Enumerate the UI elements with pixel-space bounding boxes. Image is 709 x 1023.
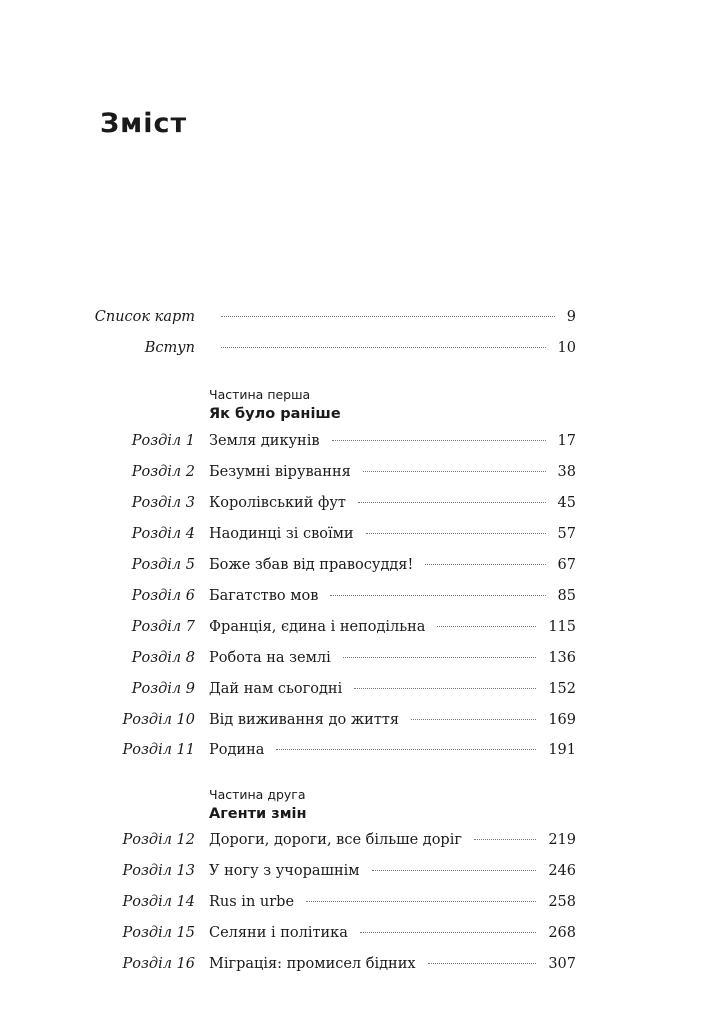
dot-leader xyxy=(437,626,536,627)
toc-label: Список карт xyxy=(94,309,195,325)
toc-label: Розділ 1 xyxy=(131,433,195,449)
toc-page-number: 57 xyxy=(557,526,576,542)
toc-label: Розділ 4 xyxy=(131,526,195,542)
toc-title: Родина xyxy=(209,742,265,758)
part-name: Агенти змін xyxy=(209,806,307,822)
toc-title: Робота на землі xyxy=(209,650,331,666)
toc-entry-maps[interactable] xyxy=(0,306,709,328)
dot-leader xyxy=(411,719,536,720)
toc-entry-intro[interactable] xyxy=(0,337,709,359)
toc-page-number: 307 xyxy=(548,956,576,972)
toc-entry-chapter[interactable] xyxy=(0,554,709,576)
toc-label: Розділ 10 xyxy=(122,712,195,728)
toc-label: Розділ 14 xyxy=(122,894,195,910)
toc-label: Розділ 3 xyxy=(131,495,195,511)
toc-entry-chapter[interactable] xyxy=(0,616,709,638)
dot-leader xyxy=(358,502,546,503)
toc-label: Розділ 12 xyxy=(122,832,195,848)
toc-entry-chapter[interactable] xyxy=(0,492,709,514)
dot-leader xyxy=(343,657,537,658)
toc-title: Міграція: промисел бідних xyxy=(209,956,416,972)
dot-leader xyxy=(372,870,537,871)
part-subtitle: Частина друга xyxy=(209,787,306,802)
toc-entry-chapter[interactable] xyxy=(0,585,709,607)
toc-page-number: 258 xyxy=(548,894,576,910)
toc-entry-chapter[interactable] xyxy=(0,709,709,731)
part-subtitle: Частина перша xyxy=(209,387,311,402)
toc-page-number: 152 xyxy=(548,681,576,697)
toc-entry-chapter[interactable] xyxy=(0,678,709,700)
dot-leader xyxy=(276,749,536,750)
toc-page-number: 169 xyxy=(548,712,576,728)
toc-page-number: 9 xyxy=(566,309,576,325)
part-heading xyxy=(209,787,307,825)
toc-page-number: 136 xyxy=(548,650,576,666)
toc-entry-chapter[interactable] xyxy=(0,739,709,761)
toc-page-number: 191 xyxy=(548,742,576,758)
toc-label: Розділ 7 xyxy=(131,619,195,635)
toc-entry-chapter[interactable] xyxy=(0,430,709,452)
toc-title: У ногу з учорашнім xyxy=(209,863,360,879)
dot-leader xyxy=(306,901,536,902)
dot-leader xyxy=(474,839,536,840)
toc-label: Розділ 6 xyxy=(131,588,195,604)
dot-leader xyxy=(360,932,536,933)
toc-page-number: 246 xyxy=(548,863,576,879)
toc-title: Дороги, дороги, все більше доріг xyxy=(209,832,462,848)
toc-title: Наодинці зі своїми xyxy=(209,526,354,542)
toc-label: Розділ 2 xyxy=(131,464,195,480)
toc-title: Від виживання до життя xyxy=(209,712,400,728)
toc-label: Розділ 11 xyxy=(122,742,195,758)
toc-title: Безумні вірування xyxy=(209,464,351,480)
toc-page-number: 17 xyxy=(557,433,576,449)
part-heading xyxy=(209,387,341,425)
toc-entry-chapter[interactable] xyxy=(0,860,709,882)
dot-leader xyxy=(221,347,546,348)
dot-leader xyxy=(330,595,545,596)
toc-page-number: 45 xyxy=(557,495,576,511)
dot-leader xyxy=(366,533,546,534)
dot-leader xyxy=(425,564,545,565)
page-title: Зміст xyxy=(100,108,188,139)
toc-title: Франція, єдина і неподільна xyxy=(209,619,426,635)
toc-title: Королівський фут xyxy=(209,495,346,511)
toc-title: Селяни і політика xyxy=(209,925,348,941)
part-name: Як було раніше xyxy=(209,406,341,422)
dot-leader xyxy=(221,316,555,317)
toc-title: Земля дикунів xyxy=(209,433,320,449)
toc-label: Розділ 8 xyxy=(131,650,195,666)
toc-title: Багатство мов xyxy=(209,588,319,604)
toc-page-number: 219 xyxy=(548,832,576,848)
toc-entry-chapter[interactable] xyxy=(0,922,709,944)
toc-title: Боже збав від правосуддя! xyxy=(209,557,414,573)
toc-label: Розділ 13 xyxy=(122,863,195,879)
toc-label: Вступ xyxy=(144,340,195,356)
toc-entry-chapter[interactable] xyxy=(0,647,709,669)
toc-page-number: 10 xyxy=(557,340,576,356)
toc-entry-chapter[interactable] xyxy=(0,891,709,913)
toc-page-number: 115 xyxy=(548,619,576,635)
toc-entry-chapter[interactable] xyxy=(0,829,709,851)
toc-page-number: 85 xyxy=(557,588,576,604)
toc-title: Rus in urbe xyxy=(209,894,295,910)
toc-entry-chapter[interactable] xyxy=(0,953,709,975)
toc-page-number: 67 xyxy=(557,557,576,573)
toc-label: Розділ 16 xyxy=(122,956,195,972)
toc-title: Дай нам сьогодні xyxy=(209,681,343,697)
dot-leader xyxy=(363,471,546,472)
dot-leader xyxy=(354,688,536,689)
toc-entry-chapter[interactable] xyxy=(0,461,709,483)
toc-page-number: 268 xyxy=(548,925,576,941)
toc-page-number: 38 xyxy=(557,464,576,480)
toc-label: Розділ 15 xyxy=(122,925,195,941)
toc-label: Розділ 9 xyxy=(131,681,195,697)
toc-label: Розділ 5 xyxy=(131,557,195,573)
dot-leader xyxy=(332,440,546,441)
toc-entry-chapter[interactable] xyxy=(0,523,709,545)
dot-leader xyxy=(428,963,537,964)
